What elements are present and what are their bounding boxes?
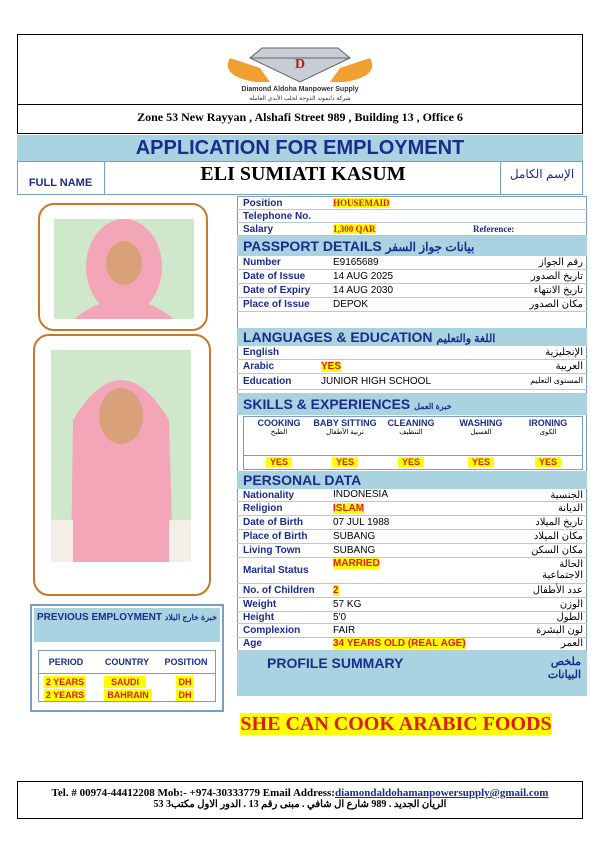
- portrait-photo-large: [51, 350, 191, 562]
- living-town-value: SUBANG: [333, 545, 376, 556]
- skill-ironing-value: YES: [515, 457, 581, 469]
- passport-row: [237, 256, 587, 270]
- skill-cooking-header: COOKING الطبخ: [257, 418, 301, 436]
- position-label: Position: [243, 198, 283, 209]
- photo-frame-small: [38, 203, 208, 331]
- portrait-photo-small: [54, 219, 194, 319]
- living-town-ar: مكان السكن: [531, 545, 583, 556]
- complexion-value: FAIR: [333, 625, 356, 636]
- passport-number-value: E9165689: [333, 257, 379, 268]
- height-value: 5'0: [333, 612, 347, 623]
- position-value: HOUSEMAID: [333, 198, 390, 208]
- nationality-label: Nationality: [243, 490, 295, 501]
- personal-section-header: [237, 471, 587, 489]
- svg-text:D: D: [294, 57, 306, 72]
- prev-header-country: COUNTRY: [104, 657, 150, 667]
- arabic-value: YES: [321, 361, 342, 372]
- salary-row: [237, 223, 587, 236]
- company-name-ar: شركة دايموند الدوحة لجلب الأيدي العاملة: [249, 96, 351, 102]
- weight-value: 57 KG: [333, 599, 362, 610]
- telephone-row: [237, 210, 587, 223]
- arabic-ar: العربية: [555, 361, 583, 372]
- passport-section-header: [237, 236, 587, 256]
- telephone-label: Telephone No.: [243, 211, 312, 222]
- fullname-label: FULL NAME: [17, 161, 105, 195]
- passport-number-label: Number: [243, 257, 281, 268]
- skills-title-ar: خبرة العمل: [414, 402, 452, 411]
- living-town-label: Living Town: [243, 545, 301, 556]
- nationality-ar: الجنسية: [550, 490, 583, 501]
- skill-washing-value: YES: [448, 457, 514, 469]
- footer-contact: [18, 787, 582, 799]
- personal-title: PERSONAL DATA: [243, 472, 362, 488]
- previous-employment-title-en: PREVIOUS EMPLOYMENT: [36, 612, 162, 623]
- personal-row: [237, 558, 587, 584]
- passport-row: [237, 284, 587, 298]
- footer-email-link[interactable]: diamondaldohamanpowersupply@gmail.com: [334, 787, 549, 799]
- place-of-birth-value: SUBANG: [333, 531, 376, 542]
- arabic-label: Arabic: [243, 361, 275, 372]
- fullname-value: ELI SUMIATI KASUM: [200, 163, 406, 185]
- arabic-row: [237, 360, 587, 374]
- education-row: [237, 374, 587, 390]
- passport-number-ar: رقم الجواز: [538, 257, 583, 268]
- date-of-issue-label: Date of Issue: [243, 271, 306, 282]
- footer-contact-text: Tel. # 00974-44412208 Mob:- +974-30333779 Email Address:: [51, 787, 335, 799]
- prev-row-1-position: DH: [176, 676, 194, 688]
- previous-employment-title: [34, 612, 220, 623]
- salary-value: 1,300 QAR: [333, 224, 376, 234]
- skill-ironing-header: IRONING الكوى: [528, 418, 568, 436]
- english-label: English: [243, 347, 280, 358]
- profile-title-ar: ملخص البيانات: [547, 656, 581, 681]
- prev-row-1-country: SAUDI: [104, 676, 146, 688]
- age-ar: العمر: [561, 638, 583, 649]
- salary-label: Salary: [243, 224, 274, 235]
- age-label: Age: [243, 638, 262, 649]
- footer-address-ar: 53 الريان الجديد . 989 شارع ال شافي . مبنى رقم 13 . الدور الاول مكتب3: [153, 799, 447, 810]
- reference-label: Reference:: [473, 224, 515, 234]
- personal-row: [237, 489, 587, 502]
- children-label: No. of Children: [243, 585, 315, 596]
- religion-ar: الديانة: [557, 503, 583, 514]
- languages-title-ar: اللغة والتعليم: [436, 333, 496, 345]
- prev-row-2-position: DH: [176, 689, 194, 701]
- date-of-issue-ar: تاريخ الصدور: [530, 271, 583, 282]
- company-name-en: Diamond Aldoha Manpower Supply: [241, 86, 359, 93]
- english-row: [237, 346, 587, 360]
- age-value: 34 YEARS OLD (REAL AGE): [333, 638, 466, 649]
- personal-row: [237, 638, 587, 651]
- nationality-value: INDONESIA: [333, 489, 389, 500]
- skill-cooking-value: YES: [246, 457, 312, 469]
- profile-summary-text: SHE CAN COOK ARABIC FOODS: [240, 713, 552, 735]
- prev-row-1-period: 2 YEARS: [45, 677, 85, 687]
- photo-frame-large: [33, 334, 211, 596]
- religion-value: ISLAM: [333, 503, 365, 514]
- complexion-ar: لون البشرة: [536, 625, 583, 636]
- personal-row: [237, 624, 587, 638]
- passport-row: [237, 298, 587, 312]
- skills-section-header: [237, 393, 587, 415]
- skills-title: SKILLS & EXPERIENCES: [243, 396, 411, 412]
- complexion-label: Complexion: [243, 625, 301, 636]
- skill-washing-header: WASHING الغسيل: [459, 418, 503, 436]
- children-ar: عدد الأطفال: [532, 585, 583, 596]
- skills-divider: [243, 455, 583, 456]
- position-row: [237, 197, 587, 210]
- prev-row-2-country: BAHRAIN: [104, 689, 152, 701]
- page-title: APPLICATION FOR EMPLOYMENT: [17, 135, 583, 161]
- height-label: Height: [243, 612, 275, 623]
- profile-section-header: [237, 651, 587, 696]
- prev-row-2-period: 2 YEARS: [45, 690, 85, 700]
- passport-title-ar: بيانات جواز السفر: [385, 240, 475, 254]
- marital-status-value: MARRIED: [333, 558, 380, 569]
- skill-cleaning-header: CLEANING التنظيف: [387, 418, 435, 436]
- languages-section-header: [237, 328, 587, 346]
- date-of-expiry-value: 14 AUG 2030: [333, 285, 394, 296]
- skill-babysitting-header: BABY SITTING تربية الأطفال: [313, 418, 377, 436]
- prev-divider: [38, 673, 216, 674]
- prev-header-position: POSITION: [164, 657, 208, 667]
- passport-row: [237, 270, 587, 284]
- personal-row: [237, 530, 587, 544]
- weight-ar: الوزن: [559, 599, 583, 610]
- personal-row: [237, 612, 587, 624]
- personal-row: [237, 516, 587, 530]
- prev-header-period: PERIOD: [48, 657, 84, 667]
- education-value: JUNIOR HIGH SCHOOL: [321, 376, 432, 387]
- personal-row: [237, 584, 587, 598]
- skill-cleaning-value: YES: [378, 457, 444, 469]
- date-of-birth-value: 07 JUL 1988: [333, 517, 390, 528]
- hands-diamond-icon: [200, 38, 400, 88]
- marital-status-label: Marital Status: [243, 565, 309, 576]
- personal-row: [237, 544, 587, 558]
- personal-row: [237, 598, 587, 612]
- children-value: 2: [333, 585, 339, 596]
- date-of-issue-value: 14 AUG 2025: [333, 271, 394, 282]
- date-of-expiry-ar: تاريخ الانتهاء: [533, 285, 583, 296]
- company-address: Zone 53 New Rayyan , Alshafi Street 989 , Building 13 , Office 6: [17, 104, 583, 129]
- education-ar: المستوى التعليم: [530, 376, 583, 385]
- religion-label: Religion: [243, 503, 283, 514]
- marital-status-ar: الحالة الاجتماعية: [542, 559, 583, 581]
- previous-employment-title-ar: خبرة خارج البلاد: [164, 613, 218, 622]
- personal-row: [237, 502, 587, 516]
- footer: [17, 781, 583, 819]
- education-label: Education: [243, 376, 292, 387]
- place-of-issue-label: Place of Issue: [243, 299, 310, 310]
- passport-title: PASSPORT DETAILS: [243, 238, 382, 254]
- date-of-birth-ar: تاريخ الميلاد: [535, 517, 583, 528]
- languages-title: LANGUAGES & EDUCATION: [243, 329, 433, 345]
- english-ar: الإنجليزية: [545, 347, 583, 358]
- place-of-birth-label: Place of Birth: [243, 531, 308, 542]
- height-ar: الطول: [556, 612, 583, 623]
- fullname-label-ar: الإسم الكامل: [500, 161, 583, 195]
- profile-title: PROFILE SUMMARY: [267, 655, 404, 671]
- skill-babysitting-value: YES: [312, 457, 378, 469]
- place-of-birth-ar: مكان الميلاد: [533, 531, 583, 542]
- date-of-birth-label: Date of Birth: [243, 517, 303, 528]
- place-of-issue-value: DEPOK: [333, 299, 369, 310]
- date-of-expiry-label: Date of Expiry: [243, 285, 311, 296]
- place-of-issue-ar: مكان الصدور: [529, 299, 583, 310]
- weight-label: Weight: [243, 599, 277, 610]
